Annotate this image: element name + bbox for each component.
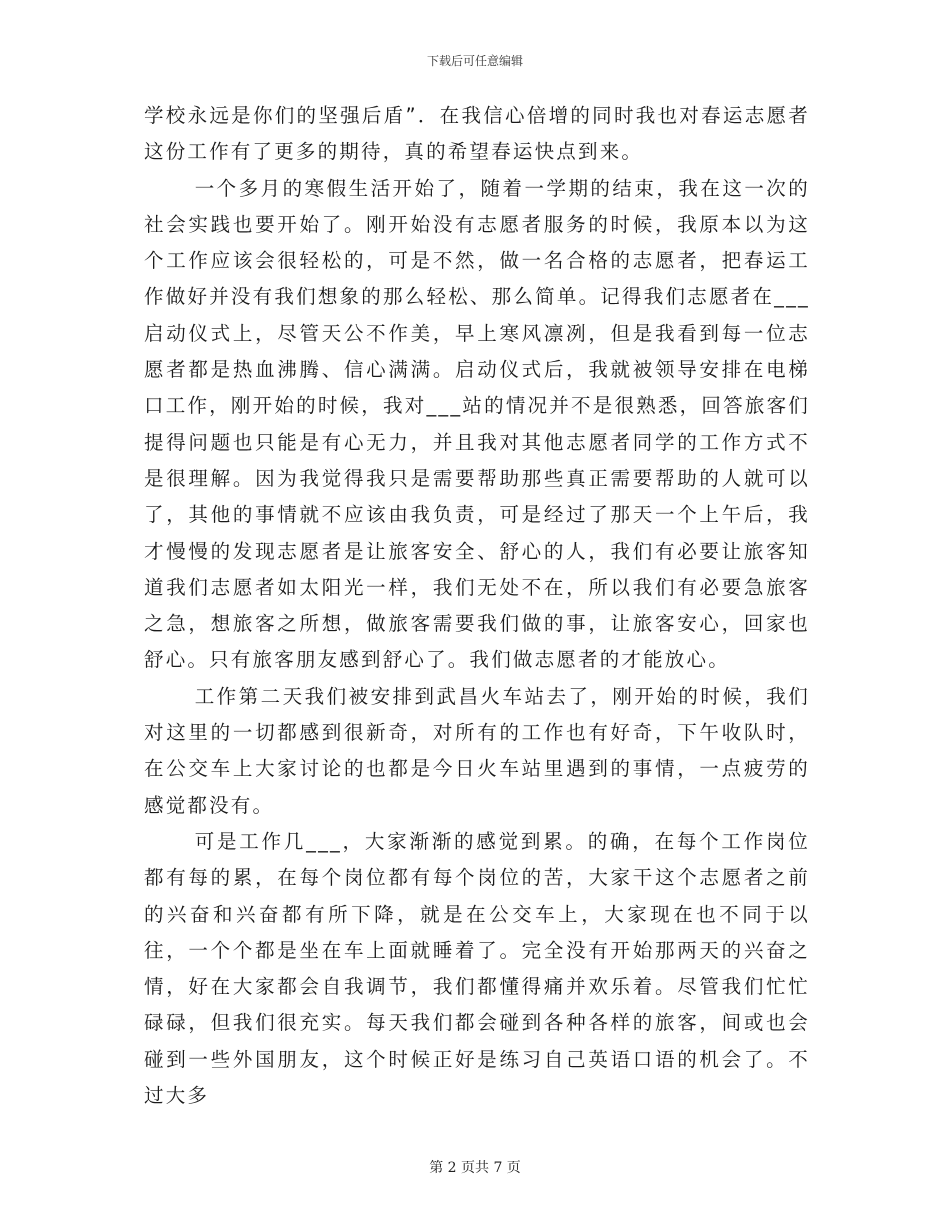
paragraph-4: 可是工作几___，大家渐渐的感觉到累。的确，在每个工作岗位都有每的累，在每个岗位都有每个岗位的苦，大家干这个志愿者之前的兴奋和兴奋都有所下降，就是在公交车上，大家现在也不同于以往，一个个都是坐在车上面就睡着了。完全没有开始那两天的兴奋之情，好在大家都会自我调节，我们都懂得痛并欢乐着。尽管我们忙忙碌碌，但我们很充实。每天我们都会碰到各种各样的旅客，间或也会碰到一些外国朋友，这个时候正好是练习自己英语口语的机会了。不过大多: [144, 829, 810, 1108]
document-body: [144, 98, 810, 1114]
paragraph-3: 工作第二天我们被安排到武昌火车站去了，刚开始的时候，我们对这里的一切都感到很新奇，对所有的工作也有好奇，下午收队时，在公交车上大家讨论的也都是今日火车站里遇到的事情，一点疲劳的感觉都没有。: [144, 684, 810, 817]
page-header: 下载后可任意编辑: [426, 54, 523, 68]
paragraph-2: 一个多月的寒假生活开始了，随着一学期的结束，我在这一次的社会实践也要开始了。刚开始没有志愿者服务的时候，我原本以为这个工作应该会很轻松的，可是不然，做一名合格的志愿者，把春运工作做好并没有我们想象的那么轻松、那么简单。记得我们志愿者在___启动仪式上，尽管天公不作美，早上寒风凛冽，但是我看到每一位志愿者都是热血沸腾、信心满满。启动仪式后，我就被领导安排在电梯口工作，刚开始的时候，我对___站的情况并不是很熟悉，回答旅客们提得问题也只能是有心无力，并且我对其他志愿者同学的工作方式不是很理解。因为我觉得我只是需要帮助那些真正需要帮助的人就可以了，其他的事情就不应该由我负责，可是经过了那天一个上午后，我才慢慢的发现志愿者是让旅客安全、舒心的人，我们有必要让旅客知道我们志愿者如太阳光一样，我们无处不在，所以我们有必要急旅客之急，想旅客之所想，做旅客需要我们做的事，让旅客安心，回家也舒心。只有旅客朋友感到舒心了。我们做志愿者的才能放心。: [144, 176, 810, 672]
page-number-footer: 第 2 页共 7 页: [429, 1160, 521, 1176]
paragraph-1: 学校永远是你们的坚强后盾”．在我信心倍增的同时我也对春运志愿者这份工作有了更多的期待，真的希望春运快点到来。: [144, 104, 810, 164]
